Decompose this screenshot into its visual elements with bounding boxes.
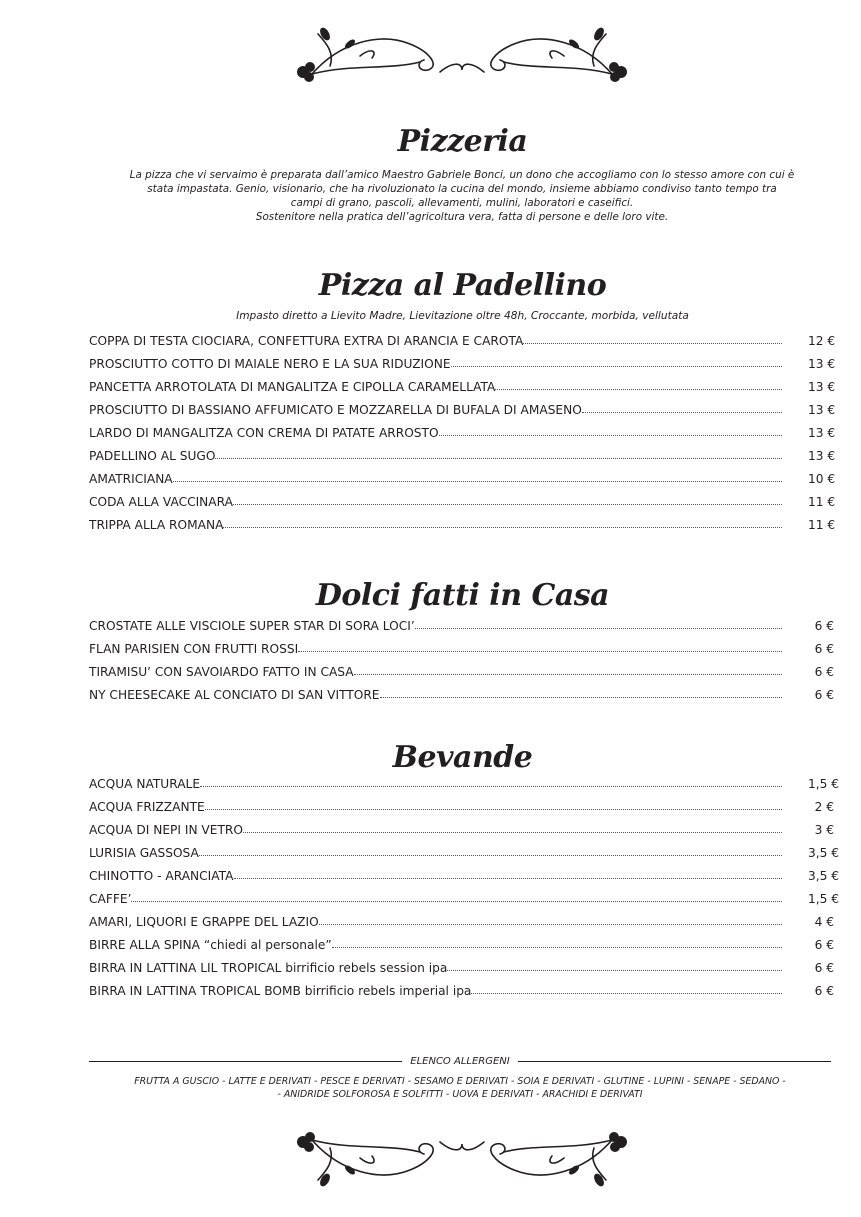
leader-dots [447,969,782,971]
menu-item [89,642,834,665]
item-price: 6 € [814,642,834,656]
leader-dots [495,388,782,390]
item-price: 13 € [808,380,836,394]
menu-item [89,984,834,1007]
divider [518,1061,831,1062]
menu-item [89,688,834,711]
leader-dots [173,480,782,482]
leader-dots [298,650,782,652]
item-name: NY CHEESECAKE AL CONCIATO DI SAN VITTORE [89,688,380,702]
leader-dots [582,411,782,413]
item-name: PROSCIUTTO DI BASSIANO AFFUMICATO E MOZZARELLA DI BUFALA DI AMASENO [89,403,582,417]
intro-line: stata impastata. Genio, visionario, che ha rivoluzionato la cucina del mondo, insieme abbiamo condiviso tanto tempo tra [147,183,777,195]
item-price: 10 € [808,472,836,486]
leader-dots [415,627,782,629]
allergen-heading [89,1053,831,1069]
bevande-list [89,777,840,1007]
menu-item [89,823,834,846]
leader-dots [200,785,782,787]
leader-dots [451,365,782,367]
item-price: 6 € [814,938,834,952]
item-name: PANCETTA ARROTOLATA DI MANGALITZA E CIPOLLA CARAMELLATA [89,380,496,394]
menu-item [89,619,834,642]
item-name: CHINOTTO - ARANCIATA [89,869,234,883]
item-price: 2 € [814,800,834,814]
item-price: 6 € [814,619,834,633]
item-price: 3,5 € [808,846,840,860]
item-price: 6 € [814,984,834,998]
menu-item [89,426,834,449]
menu-item [89,665,834,688]
item-price: 3,5 € [808,869,840,883]
leader-dots [523,342,782,344]
item-price: 6 € [814,688,834,702]
allergen-line: - ANIDRIDE SOLFOROSA E SOLFITTI - UOVA E DERIVATI - ARACHIDI E DERIVATI [277,1089,643,1100]
menu-item [89,518,834,541]
padellino-subtitle: Impasto diretto a Lievito Madre, Lievitazione oltre 48h, Croccante, morbida, vellutata [236,310,689,322]
allergen-heading-label: ELENCO ALLERGENI [410,1055,510,1067]
item-name: LURISIA GASSOSA [89,846,199,860]
menu-item [89,938,834,961]
divider [89,1061,402,1062]
item-price: 13 € [808,403,836,417]
menu-item [89,495,834,518]
item-name: ACQUA DI NEPI IN VETRO [89,823,243,837]
leader-dots [233,503,782,505]
menu-item [89,892,840,915]
item-price: 11 € [808,495,836,509]
item-price: 6 € [814,961,834,975]
item-price: 6 € [814,665,834,679]
item-name: BIRRA IN LATTINA LIL TROPICAL birrificio rebels session ipa [89,961,448,975]
item-name: AMARI, LIQUORI E GRAPPE DEL LAZIO [89,915,319,929]
intro-line: La pizza che vi servaimo è preparata dall’amico Maestro Gabriele Bonci, un dono che accogliamo con lo stesso amore con cui è [129,169,795,181]
item-name: TIRAMISU’ CON SAVOIARDO FATTO IN CASA [89,665,354,679]
item-price: 4 € [814,915,834,929]
item-name: CODA ALLA VACCINARA [89,495,233,509]
menu-item [89,777,840,800]
item-name: TRIPPA ALLA ROMANA [89,518,224,532]
menu-item [89,403,834,426]
item-price: 11 € [808,518,836,532]
bevande-title: Bevande [392,740,533,775]
leader-dots [205,808,782,810]
menu-item [89,449,834,472]
floral-flourish-icon [0,1122,861,1192]
menu-item [89,869,840,892]
item-price: 13 € [808,449,836,463]
item-price: 12 € [808,334,836,348]
leader-dots [354,673,782,675]
item-name: CAFFE’ [89,892,132,906]
item-name: ACQUA NATURALE [89,777,201,791]
leader-dots [199,854,782,856]
intro-line: Sostenitore nella pratica dell’agricoltura vera, fatta di persone e delle loro vite. [255,211,669,223]
dolci-list [89,619,834,711]
leader-dots [215,457,782,459]
item-price: 1,5 € [808,777,840,791]
padellino-list [89,334,834,541]
item-price: 13 € [808,357,836,371]
pizzeria-intro [112,168,812,224]
menu-item [89,961,834,984]
menu-item [89,380,834,403]
leader-dots [131,900,782,902]
pizzeria-title: Pizzeria [397,124,528,159]
item-name: PROSCIUTTO COTTO DI MAIALE NERO E LA SUA RIDUZIONE [89,357,451,371]
leader-dots [380,696,783,698]
menu-item [89,915,834,938]
menu-item [89,334,834,357]
item-name: AMATRICIANA [89,472,173,486]
padellino-title: Pizza al Padellino [318,268,607,303]
leader-dots [471,992,782,994]
menu-item [89,800,834,823]
menu-item [89,846,840,869]
floral-flourish-icon [0,22,861,92]
item-name: CROSTATE ALLE VISCIOLE SUPER STAR DI SORA LOCI’ [89,619,415,633]
leader-dots [332,946,782,948]
allergen-line: FRUTTA A GUSCIO - LATTE E DERIVATI - PESCE E DERIVATI - SESAMO E DERIVATI - SOIA E DERIVATI - GLUTINE - LUPINI - SENAPE - SEDANO - [134,1076,786,1087]
item-name: BIRRA IN LATTINA TROPICAL BOMB birrificio rebels imperial ipa [89,984,472,998]
item-name: LARDO DI MANGALITZA CON CREMA DI PATATE ARROSTO [89,426,439,440]
allergen-list [89,1075,831,1101]
dolci-title: Dolci fatti in Casa [315,578,610,613]
item-name: BIRRE ALLA SPINA “chiedi al personale” [89,938,332,952]
item-name: ACQUA FRIZZANTE [89,800,205,814]
item-name: COPPA DI TESTA CIOCIARA, CONFETTURA EXTRA DI ARANCIA E CAROTA [89,334,524,348]
leader-dots [243,831,782,833]
leader-dots [439,434,782,436]
item-price: 1,5 € [808,892,840,906]
item-price: 3 € [814,823,834,837]
menu-item [89,357,834,380]
item-name: FLAN PARISIEN CON FRUTTI ROSSI [89,642,299,656]
leader-dots [234,877,783,879]
item-price: 13 € [808,426,836,440]
intro-line: campi di grano, pascoli, allevamenti, mulini, laboratori e caseifici. [290,197,634,209]
menu-item [89,472,834,495]
leader-dots [223,526,782,528]
leader-dots [319,923,782,925]
item-name: PADELLINO AL SUGO [89,449,216,463]
